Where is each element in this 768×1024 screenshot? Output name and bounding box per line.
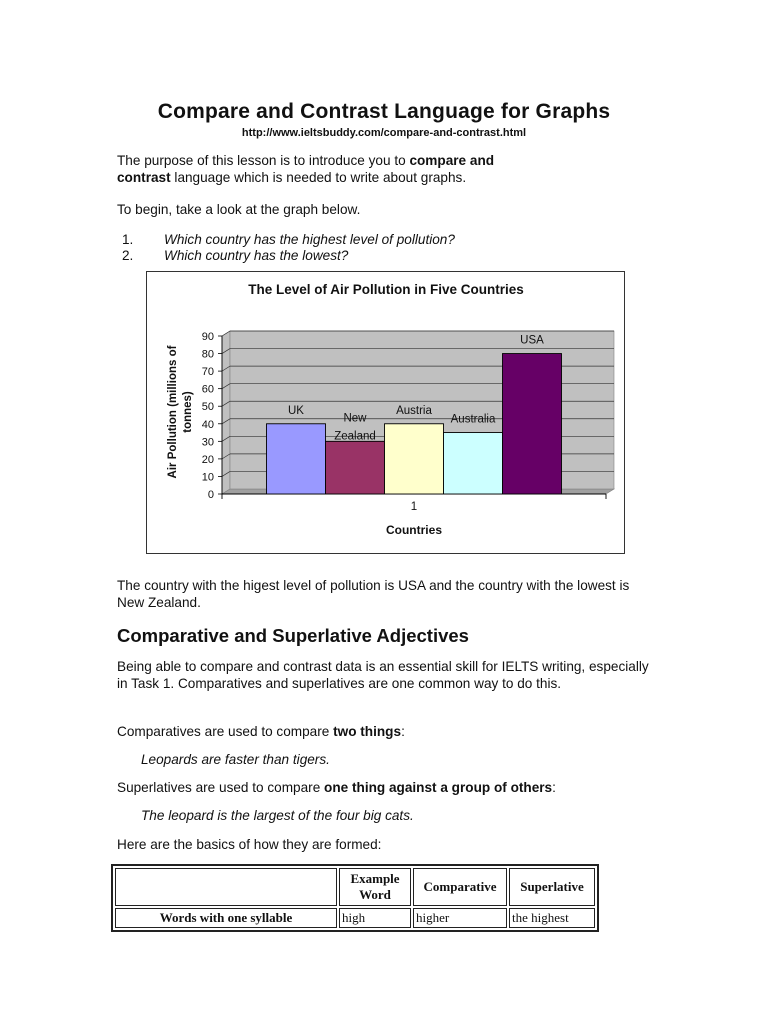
intro-bold-1: compare and [409,153,495,168]
answer-paragraph: The country with the higest level of pollution is USA and the country with the lowest is New Zealand. [117,578,630,610]
table-cell: the highest [509,908,595,928]
bar [267,424,326,494]
intro-bold-2: contrast [117,170,171,185]
table-cell: high [339,908,411,928]
question-2 [122,247,348,264]
question-1-number: 1. [122,232,134,247]
question-1-text: Which country has the highest level of pollution? [164,232,455,247]
comparatives-post: : [401,724,405,739]
x-axis-label: Countries [385,523,443,537]
pollution-chart [146,271,625,554]
source-url: http://www.ieltsbuddy.com/compare-and-contrast.html [241,127,527,139]
table-header-cell [115,868,337,906]
plot-side-wall [222,331,230,494]
chart-title: The Level of Air Pollution in Five Countries [248,282,524,297]
begin-paragraph: To begin, take a look at the graph below. [117,202,361,217]
table-row [115,908,595,928]
y-tick-label: 60 [201,383,214,396]
skill-paragraph: Being able to compare and contrast data is an essential skill for IELTS writing, especially in Task 1. Comparatives and superlatives are one common way to do this. [117,659,649,691]
example-1: Leopards are faster than tigers. [141,752,330,767]
table-header-row [115,868,595,906]
adjective-forms-table [111,864,599,932]
table-cell: Words with one syllable [115,908,337,928]
y-tick-label: 30 [201,436,214,449]
question-2-text: Which country has the lowest? [164,248,349,263]
y-axis-label: Air Pollution (millions of tonnes) [167,345,194,479]
bar [503,354,562,494]
basics-paragraph: Here are the basics of how they are formed: [117,837,382,852]
y-tick-label: 50 [201,401,214,414]
superlatives-bold: one thing against a group of others [324,780,553,795]
chart-svg [147,272,624,553]
bar-label: Australia [450,413,496,426]
table-header-cell: Superlative [509,868,595,906]
superlatives-pre: Superlatives are used to compare [117,780,325,795]
bar-label: UK [288,404,304,417]
table-cell: higher [413,908,507,928]
bar-label: Austria [396,404,432,417]
table-header-cell: Example Word [339,868,411,906]
comparatives-pre: Comparatives are used to compare [117,724,334,739]
superlatives-post: : [552,780,556,795]
section-heading: Comparative and Superlative Adjectives [117,625,469,646]
bar-label: New Zealand [334,412,376,443]
bar [385,424,444,494]
comparatives-paragraph [117,723,405,740]
question-2-number: 2. [122,248,134,263]
bar [326,441,385,494]
y-tick-label: 10 [201,471,214,484]
y-tick-label: 20 [201,453,214,466]
example-2: The leopard is the largest of the four big cats. [141,808,414,823]
x-category-label: 1 [410,501,418,513]
question-1 [122,231,455,248]
intro-text-post: language which is needed to write about graphs. [170,170,467,185]
intro-text-pre: The purpose of this lesson is to introduce you to [117,153,410,168]
intro-paragraph [117,152,494,186]
y-tick-label: 0 [207,489,214,501]
comparatives-bold: two things [333,724,402,739]
bar [444,433,503,494]
bar-label: USA [520,334,544,347]
page-title: Compare and Contrast Language for Graphs [157,100,611,123]
table-header-cell: Comparative [413,868,507,906]
superlatives-paragraph [117,779,556,796]
y-tick-label: 70 [201,366,214,379]
y-tick-label: 80 [201,348,214,361]
y-tick-label: 40 [201,418,214,431]
y-tick-label: 90 [201,331,214,343]
